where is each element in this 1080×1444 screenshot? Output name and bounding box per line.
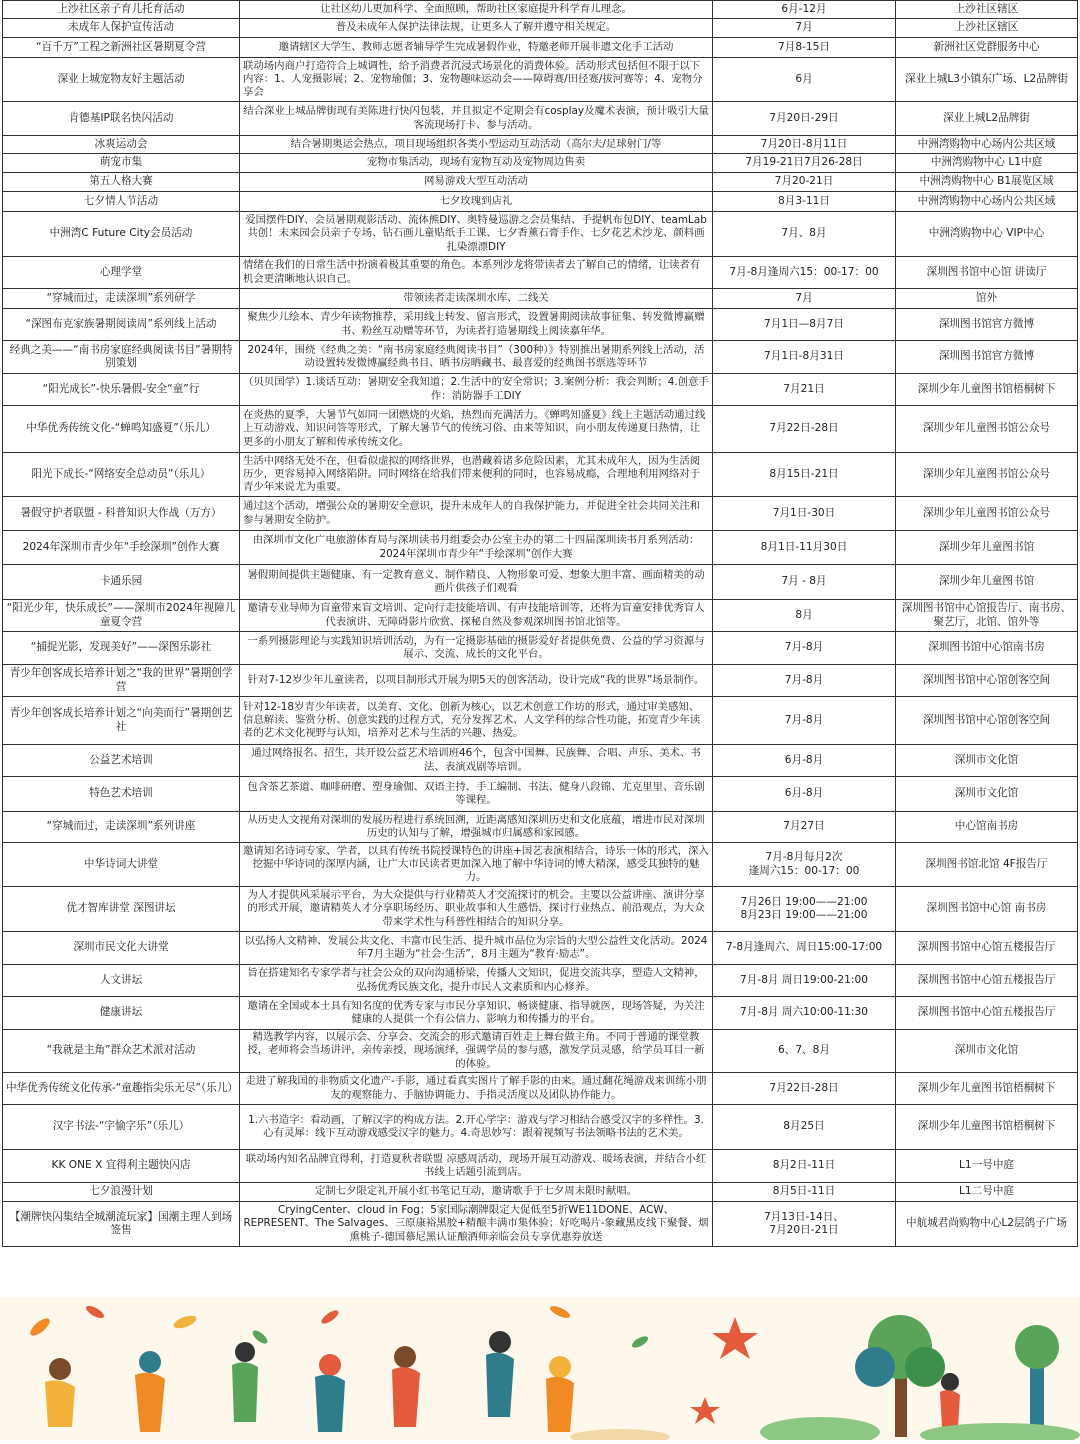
table-row bbox=[3, 374, 1078, 406]
table-row bbox=[3, 632, 1078, 665]
activity-time-cell: 7月-8月 bbox=[713, 697, 896, 745]
activity-time-cell: 7月 bbox=[713, 289, 896, 309]
activity-description-cell: 邀请在全国或本土具有知名度的优秀专家与市民分享知识、畅谈健康、指导就医，现场答疑，为关注健康的人提供一个有公信力、影响力和传播力的平台。 bbox=[240, 997, 713, 1030]
activity-location-cell: 深圳图书馆官方微博 bbox=[896, 309, 1078, 341]
table-row bbox=[3, 697, 1078, 745]
activity-name-cell: “百千万”工程之新洲社区暑期夏令营 bbox=[3, 38, 240, 58]
activity-location-cell: 深圳少年儿童图书馆梧桐树下 bbox=[896, 374, 1078, 406]
table-row bbox=[3, 102, 1078, 136]
activity-name-cell: 公益艺术培训 bbox=[3, 745, 240, 777]
activity-location-cell: 深圳少年儿童图书馆梧桐树下 bbox=[896, 1105, 1078, 1150]
activity-description-cell: 网易游戏大型互动活动 bbox=[240, 173, 713, 192]
table-row bbox=[3, 1, 1078, 19]
activity-time-cell: 7月-8月 bbox=[713, 665, 896, 697]
activity-description-cell: 针对12-18岁青少年读者，以美育、文化、创新为核心，以艺术创意工作坊的形式，通过审美感知、信息解读、鉴赏分析、创意实践的过程方式，充分发挥艺术、人文学科的综合性功能，拓宽青少年读者的艺术文化视野与认知，培养对艺术与生活的兴趣、热爱。 bbox=[240, 697, 713, 745]
leaf-decoration-icon bbox=[28, 1304, 650, 1350]
activity-time-cell: 7月20日-8月11日 bbox=[713, 136, 896, 154]
table-row bbox=[3, 257, 1078, 289]
activity-location-cell: 上沙社区辖区 bbox=[896, 1, 1078, 19]
activity-description-cell: 联动场内商户打造符合上城调性，给予消费者沉浸式场景化的消费体验。活动形式包括但不限于以下内容：1、人宠摄影展；2、宠物瑜伽；3、宠物趣味运动会——障碍赛/田径赛/拔河赛等；4、宠物分享会 bbox=[240, 58, 713, 102]
activity-location-cell: 深圳图书馆北馆 4F报告厅 bbox=[896, 843, 1078, 887]
activity-description-cell: 情绪在我们的日常生活中扮演着极其重要的角色。本系列沙龙将带读者去了解自己的情绪，让读者有机会更清晰地认识自己。 bbox=[240, 257, 713, 289]
activity-name-cell: 优才智库讲堂 深图讲坛 bbox=[3, 887, 240, 932]
table-row bbox=[3, 453, 1078, 497]
activity-description-cell: 邀请专业导师为盲童带来盲文培训、定向行走技能培训、有声技能培训等，还将为盲童安排优秀盲人代表演讲、无障碍影片欣赏、探秘自然及参观深圳图书馆北馆等。 bbox=[240, 600, 713, 632]
activity-location-cell: 深圳少年儿童图书馆公众号 bbox=[896, 497, 1078, 531]
activity-name-cell: 中华诗词大讲堂 bbox=[3, 843, 240, 887]
activity-name-cell: “捕捉光影，发现美好”——深图乐影社 bbox=[3, 632, 240, 665]
activity-time-cell: 7月22日-28日 bbox=[713, 406, 896, 453]
table-row bbox=[3, 192, 1078, 212]
activity-name-cell: 中洲湾C Future City会员活动 bbox=[3, 212, 240, 257]
activity-name-cell: 暑假守护者联盟 - 科普知识大作战（万方） bbox=[3, 497, 240, 531]
activity-name-cell: 汉字书法-“字愉字乐”（乐儿） bbox=[3, 1105, 240, 1150]
activity-name-cell: “穿城而过，走读深圳”系列研学 bbox=[3, 289, 240, 309]
activity-time-cell: 7月8-15日 bbox=[713, 38, 896, 58]
activity-name-cell: 【潮牌快闪集结全城潮流玩家】国潮主理人到场签售 bbox=[3, 1202, 240, 1247]
activity-description-cell: 由深圳市文化广电旅游体育局与深圳读书月组委会办公室主办的第二十四届深圳读书月系列活动：2024年深圳市青少年“手绘深圳”创作大赛 bbox=[240, 531, 713, 565]
activity-location-cell: 深圳图书馆中心馆 南书房 bbox=[896, 887, 1078, 932]
activity-description-cell: 1.六书造字：看动画，了解汉字的构成方法。2.开心学字：游戏与学习相结合感受汉字的多样性。3.心有灵犀：线下互动游戏感受汉字的魅力。4.奇思妙写：跟着视频写书法领略书法的艺术美。 bbox=[240, 1105, 713, 1150]
activity-time-cell: 8月25日 bbox=[713, 1105, 896, 1150]
table-row bbox=[3, 777, 1078, 812]
activity-name-cell: “深图布克家族暑期阅读周”系列线上活动 bbox=[3, 309, 240, 341]
table-row bbox=[3, 1105, 1078, 1150]
activity-time-cell: 8月1日-11月30日 bbox=[713, 531, 896, 565]
banner-art bbox=[0, 1297, 1080, 1440]
activity-time-cell: 7月20-21日 bbox=[713, 173, 896, 192]
activity-name-cell: 特色艺术培训 bbox=[3, 777, 240, 812]
table-row bbox=[3, 212, 1078, 257]
table-row bbox=[3, 745, 1078, 777]
table-row bbox=[3, 600, 1078, 632]
table-row bbox=[3, 341, 1078, 374]
activity-name-cell: 经典之美——“南书房家庭经典阅读书目”暑期特别策划 bbox=[3, 341, 240, 374]
activity-time-cell: 7月1日-8月31日 bbox=[713, 341, 896, 374]
activity-time-cell: 7月 bbox=[713, 19, 896, 38]
activity-location-cell: 深圳少年儿童图书馆 bbox=[896, 565, 1078, 600]
activity-time-cell: 6月-8月 bbox=[713, 745, 896, 777]
activity-name-cell: 肯德基IP联名快闪活动 bbox=[3, 102, 240, 136]
table-row bbox=[3, 1073, 1078, 1105]
activity-name-cell: 心理学堂 bbox=[3, 257, 240, 289]
activity-description-cell: 精选教学内容，以展示会、分享会、交流会的形式邀请百姓走上舞台做主角。不同于普通的课堂教授，老师将会当场讲评，亲传亲授，现场演绎，强调学员的参与感，激发学员灵感，给学员耳目一新的体验。 bbox=[240, 1030, 713, 1073]
activity-description-cell: 通过这个活动，增强公众的暑期安全意识，提升未成年人的自我保护能力，并促进全社会共同关注和参与暑期安全防护。 bbox=[240, 497, 713, 531]
activity-time-cell: 8月2日-11日 bbox=[713, 1150, 896, 1183]
activity-description-cell: 2024年，围绕《经典之美：“南书房家庭经典阅读书目”（300种）》特别推出暑期系列线上活动，活动设置转发微博赢经典书目、晒书房晒藏书、最喜爱的经典图书票选等环节 bbox=[240, 341, 713, 374]
activity-location-cell: 中洲湾购物中心 L1中庭 bbox=[896, 154, 1078, 173]
table-row bbox=[3, 406, 1078, 453]
activity-description-cell: 包含茶艺茶道、咖啡研磨、塑身瑜伽、双语主持、手工编制、书法、健身八段锦、尤克里里、音乐剧等课程。 bbox=[240, 777, 713, 812]
activity-time-cell: 7月-8月 bbox=[713, 632, 896, 665]
activity-description-cell: 结合深业上城品牌街现有美陈进行快闪包装，并且拟定不定期会有cosplay及魔术表演，预计吸引大量客流现场打卡、参与活动。 bbox=[240, 102, 713, 136]
activity-description-cell: 暑假期间提供主题健康、有一定教育意义、制作精良、人物形象可爱、想象大胆丰富、画面精美的动画片供孩子们观看 bbox=[240, 565, 713, 600]
activity-name-cell: 萌宠市集 bbox=[3, 154, 240, 173]
activity-location-cell: 深圳市文化馆 bbox=[896, 777, 1078, 812]
activity-name-cell: 深业上城宠物友好主题活动 bbox=[3, 58, 240, 102]
activity-time-cell: 6月-12月 bbox=[713, 1, 896, 19]
activity-description-cell: 邀请知名诗词专家、学者，以具有传统书院授课特色的讲座+国艺表演相结合，诗乐一体的形式，深入挖掘中华诗词的深厚内涵，让广大市民读者更加深入地了解中华诗词的博大精深，感受其独特的魅力。 bbox=[240, 843, 713, 887]
activity-time-cell: 6月 bbox=[713, 58, 896, 102]
activity-time-cell: 7月 - 8月 bbox=[713, 565, 896, 600]
table-row bbox=[3, 309, 1078, 341]
activity-location-cell: 深圳市文化馆 bbox=[896, 1030, 1078, 1073]
activity-description-cell: CryingCenter、cloud in Fog；5家国际潮牌限定大促低至5折WE11DONE、ACW、REPRESENT、The Salvages、三原康裕黑胶+精酿丰满市集体验；好吃喝片-象藏黑皮线下聚餐、烟熏桃子-德国慕尼黑认证酿酒师亲临会员专享优惠券放送 bbox=[240, 1202, 713, 1247]
table-row bbox=[3, 812, 1078, 843]
activity-description-cell: 让社区幼儿更加科学、全面照顾，帮助社区家庭提升科学育儿理念。 bbox=[240, 1, 713, 19]
activity-time-cell: 7月20日-29日 bbox=[713, 102, 896, 136]
activity-description-cell: 一系列摄影理论与实践知识培训活动，为有一定摄影基础的摄影爱好者提供免费、公益的学习资源与展示、交流、成长的文化平台。 bbox=[240, 632, 713, 665]
summer-banner-illustration bbox=[0, 1297, 1080, 1440]
activity-description-cell: 普及未成年人保护法律法规，让更多人了解并遵守相关规定。 bbox=[240, 19, 713, 38]
activity-description-cell: 邀请辖区大学生、教师志愿者辅导学生完成暑假作业，特邀老师开展非遗文化手工活动 bbox=[240, 38, 713, 58]
activity-description-cell: 旨在搭建知名专家学者与社会公众的双向沟通桥梁，传播人文知识，促进交流共享，塑造人文精神，弘扬优秀民族文化，提升市民人文素质和内心修养。 bbox=[240, 965, 713, 997]
activity-location-cell: 深圳少年儿童图书馆 bbox=[896, 531, 1078, 565]
activity-time-cell: 7月-8月 周日19:00-21:00 bbox=[713, 965, 896, 997]
activity-name-cell: 人文讲坛 bbox=[3, 965, 240, 997]
activity-time-cell: 7月22日-28日 bbox=[713, 1073, 896, 1105]
activity-description-cell: 七夕玫瑰到店礼 bbox=[240, 192, 713, 212]
table-row bbox=[3, 565, 1078, 600]
activity-location-cell: 馆外 bbox=[896, 289, 1078, 309]
activity-time-cell: 7月27日 bbox=[713, 812, 896, 843]
table-row bbox=[3, 1150, 1078, 1183]
activity-location-cell: 中洲湾购物中心 B1展览区域 bbox=[896, 173, 1078, 192]
activity-description-cell: 联动场内知名品牌宜得利，打造夏秋者联盟 凉感周活动，现场开展互动游戏、暖场表演，并结合小红书线上话题引流到店。 bbox=[240, 1150, 713, 1183]
table-row bbox=[3, 965, 1078, 997]
table-row bbox=[3, 1202, 1078, 1247]
activity-name-cell: 七夕情人节活动 bbox=[3, 192, 240, 212]
activity-time-cell: 8月5日-11日 bbox=[713, 1183, 896, 1202]
activity-name-cell: 上沙社区亲子育儿托育活动 bbox=[3, 1, 240, 19]
activity-time-cell: 6月-8月 bbox=[713, 777, 896, 812]
activity-location-cell: 深圳图书馆中心馆创客空间 bbox=[896, 665, 1078, 697]
activity-time-cell: 7月1日—8月7日 bbox=[713, 309, 896, 341]
table-row bbox=[3, 531, 1078, 565]
activity-description-cell: 针对7-12岁少年儿童读者，以项目制形式开展为期5天的创客活动，设计完成“我的世界”场景制作。 bbox=[240, 665, 713, 697]
table-row bbox=[3, 1030, 1078, 1073]
table-row bbox=[3, 665, 1078, 697]
activity-location-cell: 中航城君尚购物中心L2层鸽子广场 bbox=[896, 1202, 1078, 1247]
activity-name-cell: 中华优秀传统文化传承-“童趣指尖乐无尽”（乐儿） bbox=[3, 1073, 240, 1105]
activity-time-cell: 8月 bbox=[713, 600, 896, 632]
table-row bbox=[3, 932, 1078, 965]
activity-description-cell: 为人才提供风采展示平台，为大众提供与行业精英人才交流探讨的机会。主要以公益讲座、演讲分享的形式开展，邀请精英人才分享职场经历、职业故事和人生感悟，探讨行业热点、前沿观点，为大众带来学术性与科普性相结合的知识分享。 bbox=[240, 887, 713, 932]
activity-location-cell: 新洲社区党群服务中心 bbox=[896, 38, 1078, 58]
activity-location-cell: 上沙社区辖区 bbox=[896, 19, 1078, 38]
table-row bbox=[3, 997, 1078, 1030]
activity-time-cell: 8月15日-21日 bbox=[713, 453, 896, 497]
activity-location-cell: L1一号中庭 bbox=[896, 1150, 1078, 1183]
activity-description-cell: 聚焦少儿绘本、青少年读物推荐，采用线上转发、留言形式，设置暑期阅读故事征集、转发微博赢赠书、粉丝互动赠等环节，为读者打造暑期线上阅读嘉年华。 bbox=[240, 309, 713, 341]
activity-description-cell: 爱国摆件DIY、会员暑期观影活动、流体熊DIY、奥特曼巡游之会员集结、手提帆布包DIY、teamLab共创！未来园会员亲子专场、钻石画儿童贴纸手工课、七夕香薰石膏手作、七夕花艺术沙龙、颜料画扎染漂漂DIY bbox=[240, 212, 713, 257]
activity-name-cell: 第五人格大赛 bbox=[3, 173, 240, 192]
activity-name-cell: 2024年深圳市青少年“手绘深圳”创作大赛 bbox=[3, 531, 240, 565]
activity-name-cell: “阳光成长”-快乐暑假-安全“童”行 bbox=[3, 374, 240, 406]
activity-location-cell: 深圳图书馆中心馆创客空间 bbox=[896, 697, 1078, 745]
table-row bbox=[3, 58, 1078, 102]
activity-description-cell: 宠物市集活动，现场有宠物互动及宠物周边售卖 bbox=[240, 154, 713, 173]
activity-description-cell: 通过网络报名、招生，共开设公益艺术培训班46个，包含中国舞、民族舞、合唱、声乐、美术、书法、表演戏剧等培训。 bbox=[240, 745, 713, 777]
table-row bbox=[3, 154, 1078, 173]
activity-description-cell: 从历史人文视角对深圳的发展历程进行系统回溯，近距离感知深圳历史和文化底蕴，增进市民对深圳历史的认知与了解，增强城市归属感和家园感。 bbox=[240, 812, 713, 843]
activity-location-cell: 深圳市文化馆 bbox=[896, 745, 1078, 777]
activity-description-cell: 结合暑期奥运会热点，项目现场组织各类小型运动互动活动（高尔夫/足球射门/等 bbox=[240, 136, 713, 154]
activity-description-cell: 定制七夕限定礼开展小红书笔记互动，邀请歌手于七夕周末限时献唱。 bbox=[240, 1183, 713, 1202]
activity-location-cell: 中洲湾购物中心场内公共区域 bbox=[896, 192, 1078, 212]
activity-location-cell: 深圳图书馆中心馆五楼报告厅 bbox=[896, 965, 1078, 997]
table-row bbox=[3, 887, 1078, 932]
activity-name-cell: “穿城而过，走读深圳”系列讲座 bbox=[3, 812, 240, 843]
activity-description-cell: 带领读者走读深圳水库、二线关 bbox=[240, 289, 713, 309]
activity-location-cell: 深业上城L3小镇东广场、L2品牌街 bbox=[896, 58, 1078, 102]
activity-name-cell: 卡通乐园 bbox=[3, 565, 240, 600]
activity-time-cell: 7月19-21日7月26-28日 bbox=[713, 154, 896, 173]
activity-location-cell: 深圳少年儿童图书馆公众号 bbox=[896, 406, 1078, 453]
activity-location-cell: 深圳图书馆中心馆五楼报告厅 bbox=[896, 997, 1078, 1030]
activity-time-cell: 6、7、8月 bbox=[713, 1030, 896, 1073]
activity-name-cell: 健康讲坛 bbox=[3, 997, 240, 1030]
activity-description-cell: （贝贝国学）1.谈话互动：暑期安全我知道；2.生活中的安全常识；3.案例分析：我会判断；4.创意手作：消防器手工DIY bbox=[240, 374, 713, 406]
activity-description-cell: 生活中网络无处不在，但看似虚拟的网络世界，也潜藏着诸多危险因素，尤其未成年人，因为生活阅历少，更容易掉入网络陷阱。同时网络在给我们带来便利的同时，也容易成瘾，合理地利用网络对于青少年来说尤为重要。 bbox=[240, 453, 713, 497]
activity-location-cell: L1二号中庭 bbox=[896, 1183, 1078, 1202]
activity-location-cell: 中洲湾购物中心场内公共区域 bbox=[896, 136, 1078, 154]
activity-name-cell: “我就是主角”群众艺术派对活动 bbox=[3, 1030, 240, 1073]
activity-time-cell: 7月26日 19:00——21:00 8月23日 19:00——21:00 bbox=[713, 887, 896, 932]
activity-time-cell: 7月-8月逢周六15：00-17：00 bbox=[713, 257, 896, 289]
activity-description-cell: 走进了解我国的非物质文化遗产-手影，通过看真实图片了解手影的由来。通过翻花绳游戏来训练小朋友的观察能力、手脑协调能力、手指灵活度以及团队协作能力。 bbox=[240, 1073, 713, 1105]
activity-description-cell: 在炎热的夏季，大暑节气如同一团燃烧的火焰，热烈而充满活力。《蝉鸣知盛夏》线上主题活动通过线上互动游戏、知识问答等形式，了解大暑节气的传统习俗、由来等知识，向小朋友传递夏日热情，让更多的小朋友了解和传承传统文化。 bbox=[240, 406, 713, 453]
people-dancing-illustration bbox=[45, 1331, 960, 1432]
activity-table bbox=[2, 0, 1078, 1247]
activity-time-cell: 7月-8月每月2次 逢周六15：00-17：00 bbox=[713, 843, 896, 887]
activity-name-cell: 未成年人保护宣传活动 bbox=[3, 19, 240, 38]
activity-location-cell: 深圳图书馆中心馆报告厅、南书房、聚艺厅，北馆、馆外等 bbox=[896, 600, 1078, 632]
table-row bbox=[3, 289, 1078, 309]
activity-description-cell: 以弘扬人文精神、发展公共文化、丰富市民生活、提升城市品位为宗旨的大型公益性文化活动。2024年7月主题为“社会·生活”，8月主题为“教育·励志”。 bbox=[240, 932, 713, 965]
activity-time-cell: 8月3-11日 bbox=[713, 192, 896, 212]
activity-location-cell: 深圳图书馆官方微博 bbox=[896, 341, 1078, 374]
activity-location-cell: 中洲湾购物中心 VIP中心 bbox=[896, 212, 1078, 257]
activity-location-cell: 中心馆南书房 bbox=[896, 812, 1078, 843]
activity-time-cell: 7月、8月 bbox=[713, 212, 896, 257]
table-row bbox=[3, 38, 1078, 58]
activity-location-cell: 深圳图书馆中心馆南书房 bbox=[896, 632, 1078, 665]
table-row bbox=[3, 497, 1078, 531]
activity-location-cell: 深业上城L2品牌街 bbox=[896, 102, 1078, 136]
table-row bbox=[3, 19, 1078, 38]
bush-decoration-icon bbox=[570, 1417, 1080, 1440]
activity-location-cell: 深圳图书馆中心馆 讲读厅 bbox=[896, 257, 1078, 289]
activity-name-cell: 冰爽运动会 bbox=[3, 136, 240, 154]
table-row bbox=[3, 136, 1078, 154]
table-row bbox=[3, 1183, 1078, 1202]
table-row bbox=[3, 843, 1078, 887]
activity-name-cell: 阳光下成长-“网络安全总动员”（乐儿） bbox=[3, 453, 240, 497]
activity-location-cell: 深圳少年儿童图书馆梧桐树下 bbox=[896, 1073, 1078, 1105]
activity-time-cell: 7月1日-30日 bbox=[713, 497, 896, 531]
activity-location-cell: 深圳图书馆中心馆五楼报告厅 bbox=[896, 932, 1078, 965]
activity-time-cell: 7月21日 bbox=[713, 374, 896, 406]
activity-name-cell: KK ONE X 宜得利主题快闪店 bbox=[3, 1150, 240, 1183]
activity-name-cell: 青少年创客成长培养计划之“我的世界”暑期创学营 bbox=[3, 665, 240, 697]
activity-time-cell: 7月13日-14日、 7月20日-21日 bbox=[713, 1202, 896, 1247]
activity-name-cell: “阳光少年，快乐成长”——深圳市2024年视障儿童夏令营 bbox=[3, 600, 240, 632]
activity-name-cell: 中华优秀传统文化-“蝉鸣知盛夏”（乐儿） bbox=[3, 406, 240, 453]
table-row bbox=[3, 173, 1078, 192]
activity-name-cell: 深圳市民文化大讲堂 bbox=[3, 932, 240, 965]
star-icon bbox=[690, 1317, 758, 1424]
activity-name-cell: 七夕浪漫计划 bbox=[3, 1183, 240, 1202]
activity-name-cell: 青少年创客成长培养计划之“向美而行”暑期创艺社 bbox=[3, 697, 240, 745]
activity-time-cell: 7月-8月 周六10:00-11:30 bbox=[713, 997, 896, 1030]
activity-time-cell: 7-8月逢周六、周日15:00-17:00 bbox=[713, 932, 896, 965]
activity-location-cell: 深圳少年儿童图书馆公众号 bbox=[896, 453, 1078, 497]
